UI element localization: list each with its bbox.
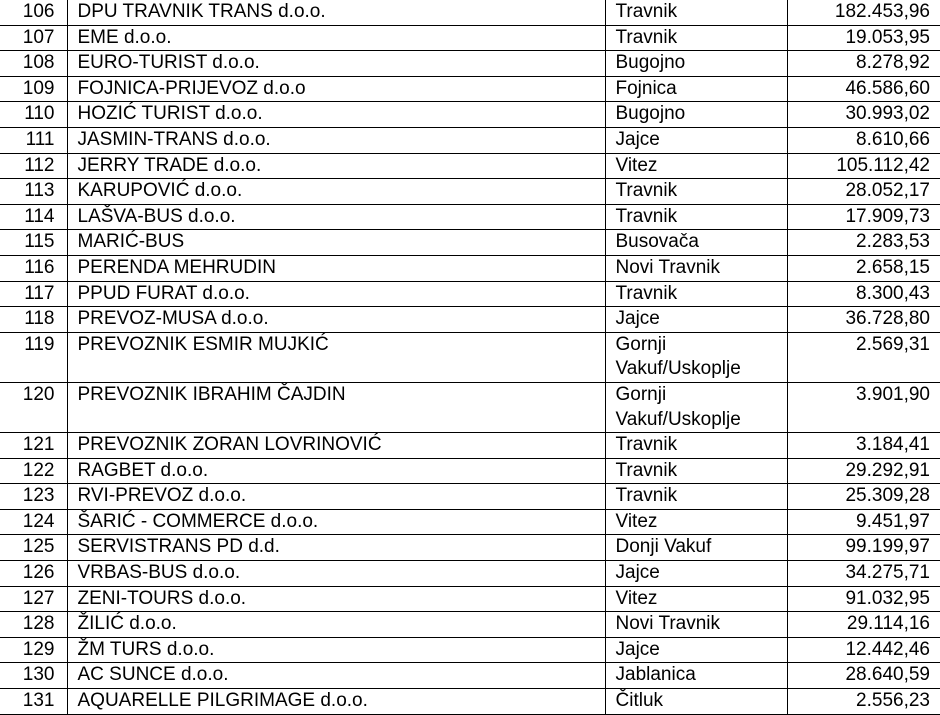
city-name: Travnik: [605, 484, 787, 510]
amount-value: 8.610,66: [787, 127, 940, 153]
table-row: [0, 153, 940, 179]
row-number: 118: [0, 307, 67, 333]
table-row: [0, 484, 940, 510]
company-name: RVI-PREVOZ d.o.o.: [67, 484, 605, 510]
table-row: [0, 382, 940, 432]
amount-value: 2.569,31: [787, 332, 940, 382]
row-number: 113: [0, 179, 67, 205]
amount-value: 30.993,02: [787, 102, 940, 128]
table-row: [0, 612, 940, 638]
amount-value: 17.909,73: [787, 204, 940, 230]
amount-value: 34.275,71: [787, 561, 940, 587]
company-name: SERVISTRANS PD d.d.: [67, 535, 605, 561]
amount-value: 29.114,16: [787, 612, 940, 638]
table-row: [0, 637, 940, 663]
amount-value: 19.053,95: [787, 25, 940, 51]
amount-value: 8.278,92: [787, 51, 940, 77]
company-name: ŽILIĆ d.o.o.: [67, 612, 605, 638]
row-number: 123: [0, 484, 67, 510]
row-number: 125: [0, 535, 67, 561]
amount-value: 36.728,80: [787, 307, 940, 333]
company-name: LAŠVA-BUS d.o.o.: [67, 204, 605, 230]
amount-value: 29.292,91: [787, 458, 940, 484]
amount-value: 2.658,15: [787, 255, 940, 281]
row-number: 116: [0, 255, 67, 281]
city-name: Jajce: [605, 561, 787, 587]
table-row: [0, 25, 940, 51]
company-name: PPUD FURAT d.o.o.: [67, 281, 605, 307]
company-name: DPU TRAVNIK TRANS d.o.o.: [67, 0, 605, 25]
row-number: 110: [0, 102, 67, 128]
table-row: [0, 307, 940, 333]
table-row: [0, 663, 940, 689]
row-number: 111: [0, 127, 67, 153]
city-name: Čitluk: [605, 689, 787, 715]
table-row: [0, 458, 940, 484]
table-row: [0, 230, 940, 256]
city-name: Travnik: [605, 281, 787, 307]
table-row: [0, 281, 940, 307]
row-number: 107: [0, 25, 67, 51]
amount-value: 2.283,53: [787, 230, 940, 256]
city-name: Travnik: [605, 25, 787, 51]
company-name: KARUPOVIĆ d.o.o.: [67, 179, 605, 205]
company-name: ŠARIĆ - COMMERCE d.o.o.: [67, 509, 605, 535]
row-number: 126: [0, 561, 67, 587]
amount-value: 3.901,90: [787, 382, 940, 432]
row-number: 131: [0, 689, 67, 715]
row-number: 130: [0, 663, 67, 689]
city-name: Novi Travnik: [605, 612, 787, 638]
amount-value: 182.453,96: [787, 0, 940, 25]
company-name: JASMIN-TRANS d.o.o.: [67, 127, 605, 153]
table-row: [0, 433, 940, 459]
company-name: VRBAS-BUS d.o.o.: [67, 561, 605, 587]
amount-value: 25.309,28: [787, 484, 940, 510]
company-name: PERENDA MEHRUDIN: [67, 255, 605, 281]
amount-value: 8.300,43: [787, 281, 940, 307]
company-name: EURO-TURIST d.o.o.: [67, 51, 605, 77]
row-number: 109: [0, 76, 67, 102]
company-name: MARIĆ-BUS: [67, 230, 605, 256]
table-row: [0, 689, 940, 715]
table-row: [0, 332, 940, 382]
company-name: AC SUNCE d.o.o.: [67, 663, 605, 689]
company-name: PREVOZNIK ZORAN LOVRINOVIĆ: [67, 433, 605, 459]
city-name: Gornji Vakuf/Uskoplje: [605, 332, 787, 382]
table-row: [0, 76, 940, 102]
city-name: Jablanica: [605, 663, 787, 689]
company-name: FOJNICA-PRIJEVOZ d.o.o: [67, 76, 605, 102]
company-name: ŽM TURS d.o.o.: [67, 637, 605, 663]
table-row: [0, 127, 940, 153]
table-row: [0, 586, 940, 612]
city-name: Travnik: [605, 0, 787, 25]
amount-value: 9.451,97: [787, 509, 940, 535]
row-number: 106: [0, 0, 67, 25]
table-row: [0, 204, 940, 230]
city-name: Bugojno: [605, 102, 787, 128]
table-row: [0, 51, 940, 77]
city-name: Travnik: [605, 204, 787, 230]
company-name: JERRY TRADE d.o.o.: [67, 153, 605, 179]
table-row: [0, 509, 940, 535]
amount-value: 28.640,59: [787, 663, 940, 689]
city-name: Donji Vakuf: [605, 535, 787, 561]
city-name: Travnik: [605, 433, 787, 459]
city-name: Jajce: [605, 637, 787, 663]
row-number: 119: [0, 332, 67, 382]
row-number: 127: [0, 586, 67, 612]
city-name: Jajce: [605, 307, 787, 333]
amount-value: 46.586,60: [787, 76, 940, 102]
table-row: [0, 102, 940, 128]
table-row: [0, 0, 940, 25]
city-name: Fojnica: [605, 76, 787, 102]
table-row: [0, 179, 940, 205]
company-name: EME d.o.o.: [67, 25, 605, 51]
amount-value: 3.184,41: [787, 433, 940, 459]
table-row: [0, 561, 940, 587]
amount-value: 91.032,95: [787, 586, 940, 612]
amount-value: 99.199,97: [787, 535, 940, 561]
amount-value: 2.556,23: [787, 689, 940, 715]
amount-value: 105.112,42: [787, 153, 940, 179]
city-name: Gornji Vakuf/Uskoplje: [605, 382, 787, 432]
city-name: Travnik: [605, 458, 787, 484]
city-name: Jajce: [605, 127, 787, 153]
row-number: 114: [0, 204, 67, 230]
row-number: 122: [0, 458, 67, 484]
row-number: 128: [0, 612, 67, 638]
row-number: 124: [0, 509, 67, 535]
row-number: 108: [0, 51, 67, 77]
company-name: PREVOZNIK ESMIR MUJKIĆ: [67, 332, 605, 382]
table-row: [0, 535, 940, 561]
company-name: HOZIĆ TURIST d.o.o.: [67, 102, 605, 128]
row-number: 115: [0, 230, 67, 256]
row-number: 120: [0, 382, 67, 432]
company-name: RAGBET d.o.o.: [67, 458, 605, 484]
row-number: 112: [0, 153, 67, 179]
company-name: AQUARELLE PILGRIMAGE d.o.o.: [67, 689, 605, 715]
company-name: PREVOZNIK IBRAHIM ČAJDIN: [67, 382, 605, 432]
row-number: 117: [0, 281, 67, 307]
city-name: Vitez: [605, 509, 787, 535]
city-name: Busovača: [605, 230, 787, 256]
company-name: ZENI-TOURS d.o.o.: [67, 586, 605, 612]
city-name: Vitez: [605, 153, 787, 179]
row-number: 129: [0, 637, 67, 663]
table-row: [0, 255, 940, 281]
city-name: Novi Travnik: [605, 255, 787, 281]
city-name: Travnik: [605, 179, 787, 205]
row-number: 121: [0, 433, 67, 459]
city-name: Bugojno: [605, 51, 787, 77]
amount-value: 28.052,17: [787, 179, 940, 205]
company-name: PREVOZ-MUSA d.o.o.: [67, 307, 605, 333]
amount-value: 12.442,46: [787, 637, 940, 663]
city-name: Vitez: [605, 586, 787, 612]
